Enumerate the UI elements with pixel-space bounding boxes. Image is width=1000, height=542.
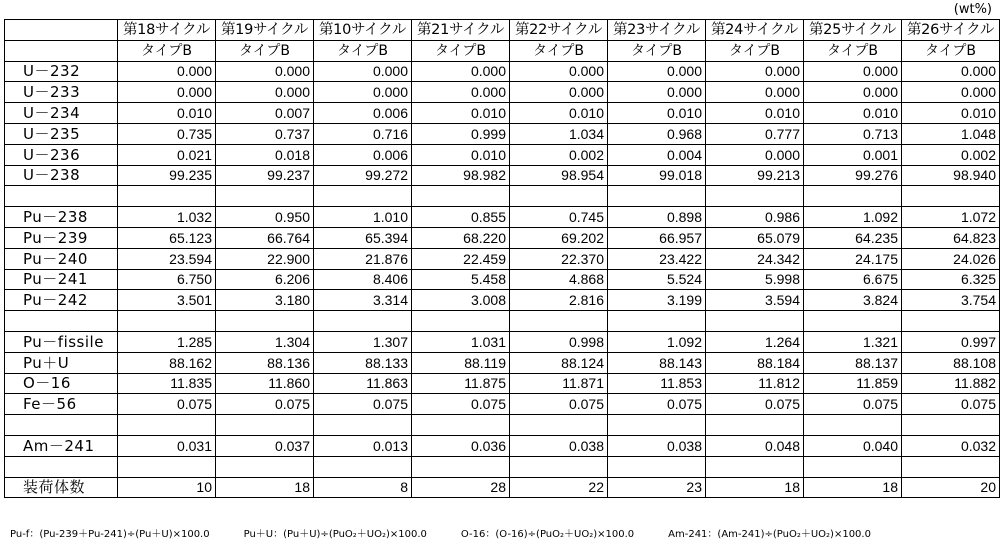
table-cell: 88.124 bbox=[510, 352, 608, 373]
table-cell: 0.000 bbox=[412, 82, 510, 103]
table-cell: 0.075 bbox=[804, 394, 902, 415]
table-cell bbox=[902, 311, 1000, 332]
table-cell: 66.764 bbox=[216, 227, 314, 248]
table-cell: 6.206 bbox=[216, 269, 314, 290]
table-cell: 99.272 bbox=[314, 165, 412, 186]
corner-cell bbox=[5, 20, 118, 41]
table-cell bbox=[608, 186, 706, 207]
table-cell: 1.321 bbox=[804, 331, 902, 352]
table-cell: 0.010 bbox=[608, 103, 706, 124]
table-cell: 0.010 bbox=[804, 103, 902, 124]
column-header: 第24サイクル bbox=[706, 20, 804, 41]
table-cell: 65.123 bbox=[118, 227, 216, 248]
table-cell: 11.875 bbox=[412, 373, 510, 394]
table-cell: 0.000 bbox=[216, 82, 314, 103]
table-cell: 0.010 bbox=[706, 103, 804, 124]
table-cell: 99.235 bbox=[118, 165, 216, 186]
table-row bbox=[5, 165, 1000, 186]
table-cell: 0.716 bbox=[314, 123, 412, 144]
table-cell bbox=[412, 186, 510, 207]
column-header: 第22サイクル bbox=[510, 20, 608, 41]
row-label bbox=[5, 311, 118, 332]
table-cell: 0.037 bbox=[216, 435, 314, 456]
table-cell: 3.180 bbox=[216, 290, 314, 311]
table-cell bbox=[118, 415, 216, 436]
table-cell: 0.013 bbox=[314, 435, 412, 456]
formula-notes bbox=[10, 525, 905, 540]
table-cell: 0.000 bbox=[314, 82, 412, 103]
table-cell: 88.143 bbox=[608, 352, 706, 373]
table-cell: 0.000 bbox=[216, 61, 314, 82]
table-cell: 0.737 bbox=[216, 123, 314, 144]
row-label: U－232 bbox=[5, 61, 118, 82]
table-cell: 3.314 bbox=[314, 290, 412, 311]
table-cell: 1.072 bbox=[902, 207, 1000, 228]
table-cell: 1.304 bbox=[216, 331, 314, 352]
table-row bbox=[5, 352, 1000, 373]
table-cell: 18 bbox=[804, 477, 902, 498]
column-header: 第21サイクル bbox=[412, 20, 510, 41]
table-cell: 6.750 bbox=[118, 269, 216, 290]
table-cell: 0.006 bbox=[314, 103, 412, 124]
table-cell bbox=[902, 186, 1000, 207]
table-cell: 0.002 bbox=[902, 144, 1000, 165]
row-label: Pu－fissile bbox=[5, 331, 118, 352]
table-cell: 22.370 bbox=[510, 248, 608, 269]
table-cell: 4.868 bbox=[510, 269, 608, 290]
table-cell: 24.342 bbox=[706, 248, 804, 269]
table-cell: 3.008 bbox=[412, 290, 510, 311]
column-header: 第23サイクル bbox=[608, 20, 706, 41]
table-row bbox=[5, 373, 1000, 394]
table-cell bbox=[902, 415, 1000, 436]
table-cell: 0.997 bbox=[902, 331, 1000, 352]
table-cell: 0.777 bbox=[706, 123, 804, 144]
column-subheader: タイプB bbox=[608, 40, 706, 61]
column-subheader: タイプB bbox=[902, 40, 1000, 61]
row-label bbox=[5, 186, 118, 207]
table-cell: 88.133 bbox=[314, 352, 412, 373]
table-cell bbox=[510, 415, 608, 436]
table-cell bbox=[510, 311, 608, 332]
row-label: U－236 bbox=[5, 144, 118, 165]
table-cell: 28 bbox=[412, 477, 510, 498]
table-cell bbox=[118, 186, 216, 207]
table-cell: 3.501 bbox=[118, 290, 216, 311]
table-cell: 0.000 bbox=[706, 82, 804, 103]
table-cell: 65.394 bbox=[314, 227, 412, 248]
row-label: 装荷体数 bbox=[5, 477, 118, 498]
table-cell: 0.855 bbox=[412, 207, 510, 228]
formula-note: Pu-f：(Pu-239＋Pu-241)÷(Pu＋U)×100.0 bbox=[10, 529, 210, 540]
row-label bbox=[5, 415, 118, 436]
table-cell bbox=[314, 415, 412, 436]
table-cell: 64.235 bbox=[804, 227, 902, 248]
table-cell: 0.075 bbox=[118, 394, 216, 415]
table-cell: 88.136 bbox=[216, 352, 314, 373]
table-cell bbox=[608, 456, 706, 477]
table-cell: 23 bbox=[608, 477, 706, 498]
column-header: 第19サイクル bbox=[216, 20, 314, 41]
column-header: 第26サイクル bbox=[902, 20, 1000, 41]
table-cell: 22 bbox=[510, 477, 608, 498]
row-label: U－235 bbox=[5, 123, 118, 144]
table-cell: 3.754 bbox=[902, 290, 1000, 311]
table-cell: 0.038 bbox=[510, 435, 608, 456]
table-cell bbox=[706, 456, 804, 477]
table-cell: 0.007 bbox=[216, 103, 314, 124]
table-row bbox=[5, 290, 1000, 311]
table-cell: 0.048 bbox=[706, 435, 804, 456]
table-cell bbox=[706, 186, 804, 207]
table-cell: 21.876 bbox=[314, 248, 412, 269]
row-label: U－233 bbox=[5, 82, 118, 103]
table-row bbox=[5, 61, 1000, 82]
table-row bbox=[5, 331, 1000, 352]
table-cell: 5.458 bbox=[412, 269, 510, 290]
table-cell bbox=[804, 415, 902, 436]
table-cell bbox=[608, 311, 706, 332]
table-cell: 18 bbox=[706, 477, 804, 498]
table-cell: 64.823 bbox=[902, 227, 1000, 248]
table-cell: 1.285 bbox=[118, 331, 216, 352]
table-cell: 23.594 bbox=[118, 248, 216, 269]
table-cell: 0.075 bbox=[902, 394, 1000, 415]
column-header: 第10サイクル bbox=[314, 20, 412, 41]
table-cell: 23.422 bbox=[608, 248, 706, 269]
row-label: O－16 bbox=[5, 373, 118, 394]
table-cell bbox=[216, 186, 314, 207]
table-cell: 11.859 bbox=[804, 373, 902, 394]
table-cell: 11.835 bbox=[118, 373, 216, 394]
table-cell: 0.000 bbox=[902, 82, 1000, 103]
formula-note: Pu＋U：(Pu＋U)÷(PuO₂＋UO₂)×100.0 bbox=[243, 529, 427, 540]
table-cell: 0.950 bbox=[216, 207, 314, 228]
table-cell bbox=[412, 456, 510, 477]
table-cell: 8.406 bbox=[314, 269, 412, 290]
table-cell: 0.000 bbox=[902, 61, 1000, 82]
table-cell: 24.175 bbox=[804, 248, 902, 269]
table-cell: 1.092 bbox=[804, 207, 902, 228]
table-cell bbox=[412, 415, 510, 436]
row-label: Am－241 bbox=[5, 435, 118, 456]
table-cell: 0.000 bbox=[804, 61, 902, 82]
formula-note: Am-241：(Am-241)÷(PuO₂＋UO₂)×100.0 bbox=[668, 529, 871, 540]
row-label: Fe－56 bbox=[5, 394, 118, 415]
table-cell: 1.307 bbox=[314, 331, 412, 352]
table-cell: 5.998 bbox=[706, 269, 804, 290]
column-subheader: タイプB bbox=[706, 40, 804, 61]
table-cell: 0.006 bbox=[314, 144, 412, 165]
table-cell: 99.018 bbox=[608, 165, 706, 186]
table-cell: 0.898 bbox=[608, 207, 706, 228]
table-cell: 0.032 bbox=[902, 435, 1000, 456]
table-cell: 0.998 bbox=[510, 331, 608, 352]
table-row bbox=[5, 82, 1000, 103]
table-cell: 1.048 bbox=[902, 123, 1000, 144]
table-cell bbox=[706, 311, 804, 332]
formula-note: O-16：(O-16)÷(PuO₂＋UO₂)×100.0 bbox=[460, 529, 635, 540]
column-header: 第18サイクル bbox=[118, 20, 216, 41]
table-cell: 18 bbox=[216, 477, 314, 498]
table-cell: 1.010 bbox=[314, 207, 412, 228]
table-cell: 0.018 bbox=[216, 144, 314, 165]
table-cell: 0.075 bbox=[314, 394, 412, 415]
table-cell: 0.004 bbox=[608, 144, 706, 165]
table-cell: 0.075 bbox=[706, 394, 804, 415]
table-cell: 0.745 bbox=[510, 207, 608, 228]
table-cell: 1.092 bbox=[608, 331, 706, 352]
table-row bbox=[5, 227, 1000, 248]
table-cell: 1.034 bbox=[510, 123, 608, 144]
table-cell: 65.079 bbox=[706, 227, 804, 248]
column-subheader: タイプB bbox=[216, 40, 314, 61]
table-cell: 99.276 bbox=[804, 165, 902, 186]
row-label bbox=[5, 456, 118, 477]
column-subheader: タイプB bbox=[314, 40, 412, 61]
composition-table bbox=[4, 19, 1000, 498]
row-label: Pu－242 bbox=[5, 290, 118, 311]
table-cell bbox=[510, 186, 608, 207]
corner-cell bbox=[5, 40, 118, 61]
table-cell: 0.075 bbox=[608, 394, 706, 415]
row-label: U－238 bbox=[5, 165, 118, 186]
table-cell: 3.199 bbox=[608, 290, 706, 311]
table-cell: 0.021 bbox=[118, 144, 216, 165]
table-cell: 98.940 bbox=[902, 165, 1000, 186]
table-cell: 0.040 bbox=[804, 435, 902, 456]
table-cell: 2.816 bbox=[510, 290, 608, 311]
table-cell: 0.010 bbox=[510, 103, 608, 124]
table-cell: 10 bbox=[118, 477, 216, 498]
table-cell: 0.968 bbox=[608, 123, 706, 144]
table-cell bbox=[804, 456, 902, 477]
column-subheader: タイプB bbox=[412, 40, 510, 61]
row-label: U－234 bbox=[5, 103, 118, 124]
table-cell: 6.325 bbox=[902, 269, 1000, 290]
table-cell: 69.202 bbox=[510, 227, 608, 248]
table-row bbox=[5, 186, 1000, 207]
table-cell bbox=[118, 456, 216, 477]
table-cell: 1.264 bbox=[706, 331, 804, 352]
table-row bbox=[5, 248, 1000, 269]
table-cell: 6.675 bbox=[804, 269, 902, 290]
table-cell: 0.986 bbox=[706, 207, 804, 228]
table-row bbox=[5, 144, 1000, 165]
table-cell: 11.860 bbox=[216, 373, 314, 394]
table-cell: 0.000 bbox=[706, 144, 804, 165]
table-cell bbox=[216, 311, 314, 332]
row-label: Pu－240 bbox=[5, 248, 118, 269]
table-cell: 0.000 bbox=[706, 61, 804, 82]
table-cell: 0.000 bbox=[608, 61, 706, 82]
row-label: Pu－241 bbox=[5, 269, 118, 290]
table-cell: 88.184 bbox=[706, 352, 804, 373]
table-cell: 0.038 bbox=[608, 435, 706, 456]
table-cell bbox=[510, 456, 608, 477]
table-cell: 1.032 bbox=[118, 207, 216, 228]
table-cell bbox=[216, 456, 314, 477]
table-cell bbox=[804, 186, 902, 207]
table-row bbox=[5, 311, 1000, 332]
table-cell: 0.031 bbox=[118, 435, 216, 456]
table-cell: 0.010 bbox=[412, 103, 510, 124]
column-header: 第25サイクル bbox=[804, 20, 902, 41]
table-cell: 0.000 bbox=[608, 82, 706, 103]
table-cell: 0.000 bbox=[412, 61, 510, 82]
table-cell: 20 bbox=[902, 477, 1000, 498]
table-cell: 0.002 bbox=[510, 144, 608, 165]
table-cell: 0.001 bbox=[804, 144, 902, 165]
table-cell bbox=[412, 311, 510, 332]
table-cell: 1.031 bbox=[412, 331, 510, 352]
table-cell: 8 bbox=[314, 477, 412, 498]
table-cell: 5.524 bbox=[608, 269, 706, 290]
table-cell: 99.237 bbox=[216, 165, 314, 186]
table-cell: 0.999 bbox=[412, 123, 510, 144]
table-cell: 88.162 bbox=[118, 352, 216, 373]
table-row bbox=[5, 103, 1000, 124]
table-cell bbox=[902, 456, 1000, 477]
table-cell: 0.000 bbox=[118, 82, 216, 103]
table-cell: 0.735 bbox=[118, 123, 216, 144]
table-cell: 11.863 bbox=[314, 373, 412, 394]
table-cell: 0.713 bbox=[804, 123, 902, 144]
table-cell bbox=[118, 311, 216, 332]
table-cell: 66.957 bbox=[608, 227, 706, 248]
table-cell: 22.900 bbox=[216, 248, 314, 269]
table-cell: 99.213 bbox=[706, 165, 804, 186]
table-cell: 22.459 bbox=[412, 248, 510, 269]
table-cell: 11.812 bbox=[706, 373, 804, 394]
table-cell: 0.010 bbox=[118, 103, 216, 124]
table-cell: 0.010 bbox=[412, 144, 510, 165]
table-cell: 24.026 bbox=[902, 248, 1000, 269]
table-cell: 0.000 bbox=[804, 82, 902, 103]
table-cell bbox=[608, 415, 706, 436]
column-subheader: タイプB bbox=[804, 40, 902, 61]
unit-label: (wt%) bbox=[953, 2, 992, 17]
table-cell: 3.594 bbox=[706, 290, 804, 311]
column-subheader: タイプB bbox=[510, 40, 608, 61]
table-cell bbox=[314, 186, 412, 207]
table-cell: 88.119 bbox=[412, 352, 510, 373]
table-row bbox=[5, 456, 1000, 477]
table-cell bbox=[314, 456, 412, 477]
table-row bbox=[5, 123, 1000, 144]
header-row bbox=[5, 20, 1000, 41]
table-row bbox=[5, 394, 1000, 415]
table-cell: 68.220 bbox=[412, 227, 510, 248]
table-cell: 3.824 bbox=[804, 290, 902, 311]
table-cell: 0.075 bbox=[216, 394, 314, 415]
table-cell: 0.000 bbox=[118, 61, 216, 82]
table-cell: 0.075 bbox=[510, 394, 608, 415]
table-cell bbox=[706, 415, 804, 436]
table-row bbox=[5, 415, 1000, 436]
table-cell: 0.075 bbox=[412, 394, 510, 415]
column-subheader: タイプB bbox=[118, 40, 216, 61]
table-cell: 0.036 bbox=[412, 435, 510, 456]
table-cell: 0.000 bbox=[510, 61, 608, 82]
row-label: Pu－239 bbox=[5, 227, 118, 248]
table-cell: 0.000 bbox=[510, 82, 608, 103]
table-row bbox=[5, 435, 1000, 456]
table-cell: 0.010 bbox=[902, 103, 1000, 124]
table-cell: 88.137 bbox=[804, 352, 902, 373]
row-label: Pu＋U bbox=[5, 352, 118, 373]
table-row bbox=[5, 269, 1000, 290]
table-cell bbox=[314, 311, 412, 332]
table-cell: 11.853 bbox=[608, 373, 706, 394]
table-cell: 98.982 bbox=[412, 165, 510, 186]
table-cell bbox=[216, 415, 314, 436]
table-cell: 98.954 bbox=[510, 165, 608, 186]
subheader-row bbox=[5, 40, 1000, 61]
table-cell: 11.871 bbox=[510, 373, 608, 394]
row-label: Pu－238 bbox=[5, 207, 118, 228]
table-row bbox=[5, 477, 1000, 498]
table-cell: 11.882 bbox=[902, 373, 1000, 394]
table-cell: 0.000 bbox=[314, 61, 412, 82]
table-cell bbox=[804, 311, 902, 332]
table-cell: 88.108 bbox=[902, 352, 1000, 373]
table-row bbox=[5, 207, 1000, 228]
